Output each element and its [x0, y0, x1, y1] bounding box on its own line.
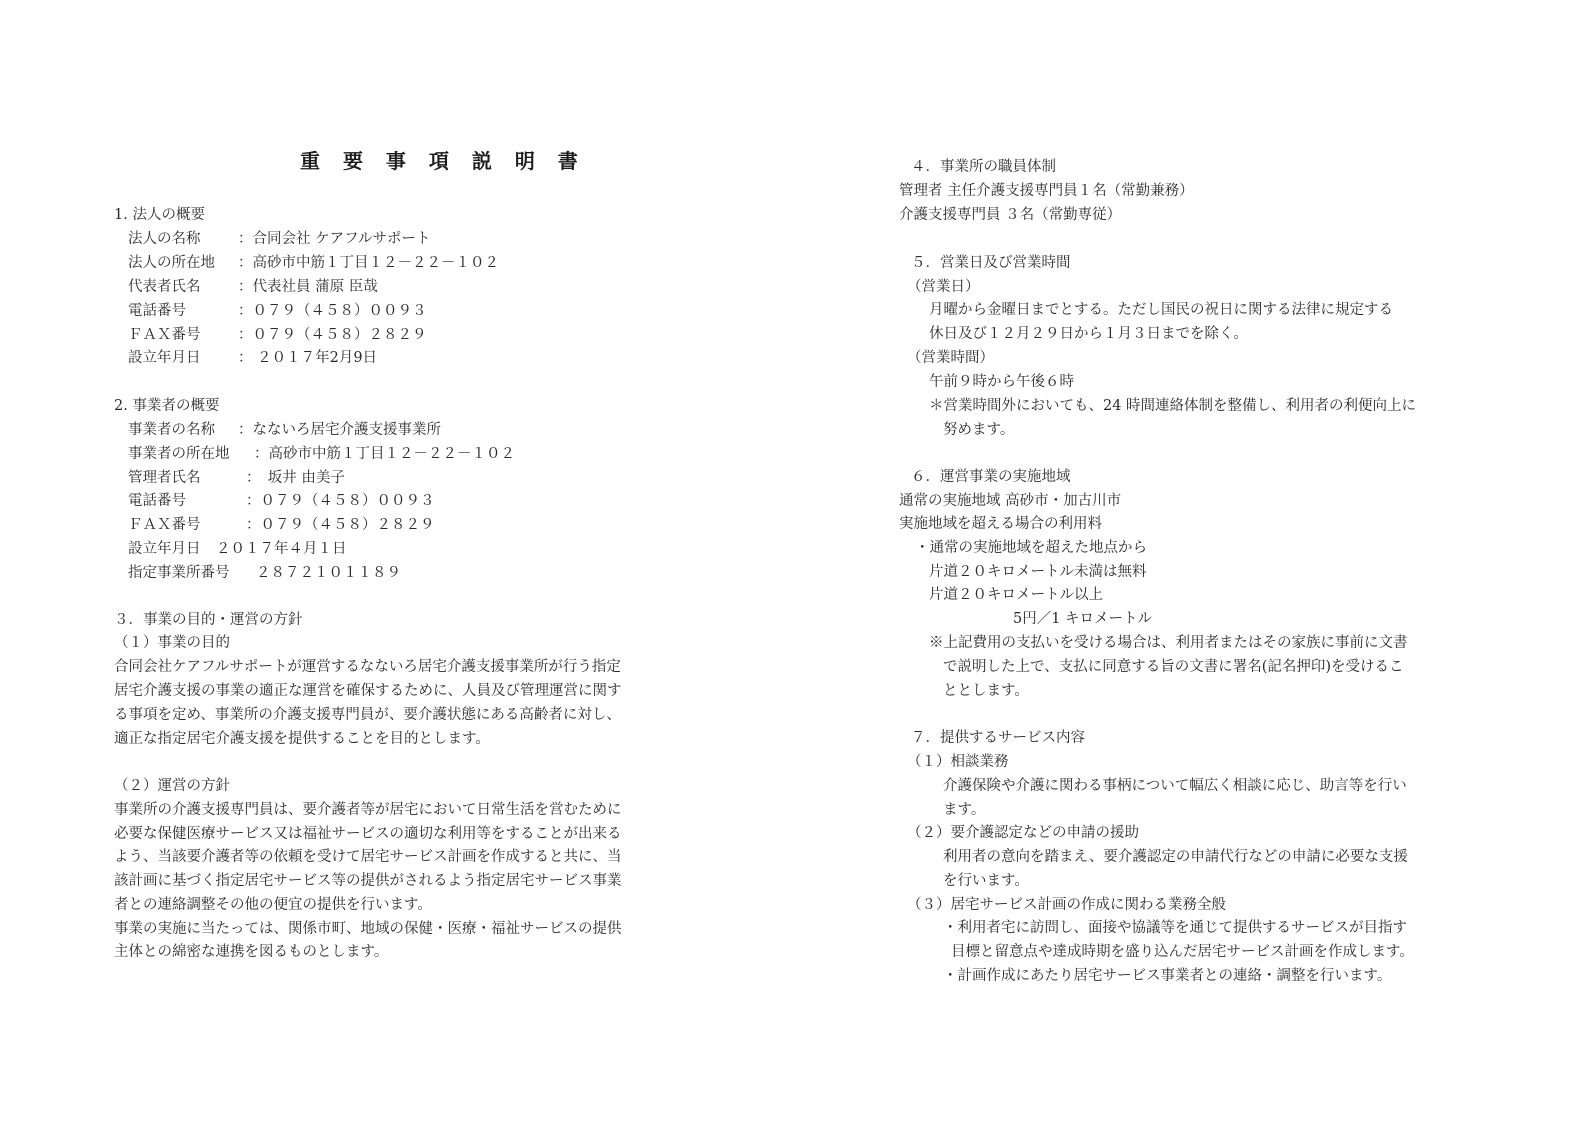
paragraph-line: 者との連絡調整その他の便宜の提供を行います。 [114, 897, 432, 913]
office-value: ：高砂市中筋１丁目１２－２２－１０２ [254, 446, 515, 462]
corp-value: ： ２０１７年2月9日 [238, 350, 378, 366]
office-row [128, 444, 515, 464]
paragraph-line: を行います。 [943, 873, 1029, 889]
paragraph-line: 必要な保健医療サービス又は福祉サービスの適切な利用等をすることが出来る [114, 826, 622, 842]
staff-line: 介護支援専門員 ３名（常勤専従） [899, 207, 1122, 223]
office-label: 事業者の名称 [128, 422, 215, 438]
corp-row [128, 229, 431, 249]
consultation-heading: （１）相談業務 [907, 754, 1009, 770]
office-label: 管理者氏名 [128, 470, 201, 486]
paragraph-line: ・計画作成にあたり居宅サービス事業者との連絡・調整を行います。 [943, 968, 1392, 984]
office-value: ２８７２１０１１８９ [256, 565, 401, 581]
corp-value: ：０７９（４５８）００９３ [238, 303, 427, 319]
section-1-heading: 1. 法人の概要 [114, 207, 205, 223]
section-6-heading: ６．運営事業の実施地域 [911, 469, 1071, 485]
fee-heading: 実施地域を超える場合の利用料 [899, 516, 1102, 532]
paragraph-line: 合同会社ケアフルサポートが運営するなないろ居宅介護支援事業所が行う指定 [114, 659, 621, 675]
section-5-heading: ５．営業日及び営業時間 [911, 255, 1071, 271]
office-value: ：０７９（４５８）００９３ [246, 493, 435, 509]
paragraph-line: 利用者の意向を踏まえ、要介護認定の申請代行などの申請に必要な支援 [943, 849, 1408, 865]
paragraph-line: 該計画に基づく指定居宅サービス等の提供がされるよう指定居宅サービス事業 [114, 873, 622, 889]
care-plan-heading: （３）居宅サービス計画の作成に関わる業務全般 [907, 897, 1226, 913]
office-label: 電話番号 [128, 493, 186, 509]
corp-label: 代表者氏名 [128, 279, 201, 295]
paragraph-line: る事項を定め、事業所の介護支援専門員が、要介護状態にある高齢者に対し、 [114, 707, 621, 723]
office-row [128, 515, 435, 535]
corp-label: 法人の所在地 [128, 255, 215, 271]
office-value: ： 坂井 由美子 [246, 470, 345, 486]
paragraph-line: 事業所の介護支援専門員は、要介護者等が居宅において日常生活を営むために [114, 802, 622, 818]
office-label: 設立年月日 [128, 541, 201, 557]
section-3-heading: ３．事業の目的・運営の方針 [114, 612, 303, 628]
staff-line: 管理者 主任介護支援専門員１名（常勤兼務） [899, 183, 1194, 199]
paragraph-line: 介護保険や介護に関わる事柄について幅広く相談に応じ、助言等を行い [943, 778, 1407, 794]
corp-row [128, 325, 427, 345]
corp-value: ：０７９（４５８）２８２９ [238, 327, 427, 343]
fee-line: 片道２０キロメートル以上 [929, 587, 1103, 603]
business-hours-line: 午前９時から午後６時 [929, 374, 1074, 390]
office-row [128, 491, 435, 511]
note-line: ととします。 [943, 683, 1029, 699]
paragraph-line: ます。 [943, 802, 986, 818]
document-title: 重 要 事 項 説 明 書 [300, 149, 586, 173]
office-label: ＦＡＸ番号 [128, 517, 201, 533]
business-hours-heading: （営業時間） [907, 350, 994, 366]
service-area-line: 通常の実施地域 高砂市・加古川市 [899, 493, 1122, 509]
paragraph-line: 主体との綿密な連携を図るものとします。 [114, 944, 389, 960]
corp-label: 設立年月日 [128, 350, 201, 366]
corp-value: ：代表社員 蒲原 臣哉 [238, 279, 378, 295]
corp-label: 電話番号 [128, 303, 186, 319]
corp-row [128, 253, 499, 273]
office-value: ：０７９（４５８）２８２９ [246, 517, 435, 533]
paragraph-line: 目標と留意点や達成時期を盛り込んだ居宅サービス計画を作成します。 [951, 944, 1414, 960]
paragraph-line: 適正な指定居宅介護支援を提供することを目的とします。 [114, 731, 490, 747]
section-2-heading: 2. 事業者の概要 [114, 398, 220, 414]
office-label: 事業者の所在地 [128, 446, 230, 462]
note-line: ※上記費用の支払いを受ける場合は、利用者またはその家族に事前に文書 [929, 635, 1408, 651]
purpose-heading: （１）事業の目的 [114, 635, 230, 651]
section-4-heading: ４．事業所の職員体制 [911, 159, 1056, 175]
corp-row [128, 277, 378, 297]
office-label: 指定事業所番号 [128, 565, 230, 581]
paragraph-line: 休日及び１２月２９日から１月３日までを除く。 [929, 326, 1248, 342]
office-row [128, 468, 345, 488]
paragraph-line: 居宅介護支援の事業の適正な運営を確保するために、人員及び管理運営に関す [114, 683, 622, 699]
application-support-heading: （２）要介護認定などの申請の援助 [907, 825, 1139, 841]
office-row [128, 539, 347, 559]
corp-row [128, 301, 427, 321]
corp-label: ＦＡＸ番号 [128, 327, 201, 343]
corp-row [128, 348, 377, 368]
note-line: で説明した上で、支払に同意する旨の文書に署名(記名押印)を受けるこ [943, 659, 1404, 675]
corp-label: 法人の名称 [128, 231, 201, 247]
fee-line: 片道２０キロメートル未満は無料 [929, 564, 1147, 580]
paragraph-line: よう、当該要介護者等の依頼を受けて居宅サービス計画を作成すると共に、当 [114, 849, 622, 865]
paragraph-line: ・利用者宅に訪問し、面接や協議等を通じて提供するサービスが目指す [943, 920, 1407, 936]
office-value: ２０１７年４月１日 [216, 541, 347, 557]
fee-rate: 5円／1 キロメートル [1013, 611, 1153, 627]
fee-bullet: ・通常の実施地域を超えた地点から [915, 540, 1147, 556]
corp-value: ：高砂市中筋１丁目１２－２２－１０２ [238, 255, 499, 271]
paragraph-line: 事業の実施に当たっては、関係市町、地域の保健・医療・福祉サービスの提供 [114, 921, 622, 937]
office-row [128, 420, 441, 440]
office-row [128, 563, 401, 583]
corp-value: ：合同会社 ケアフルサポート [238, 231, 431, 247]
business-days-heading: （営業日） [907, 279, 980, 295]
office-value: ：なないろ居宅介護支援事業所 [238, 422, 441, 438]
note-line: ＊営業時間外においても、24 時間連絡体制を整備し、利用者の利便向上に [929, 398, 1417, 414]
policy-heading: （２）運営の方針 [114, 778, 230, 794]
section-7-heading: ７．提供するサービス内容 [911, 730, 1085, 746]
note-line: 努めます。 [943, 422, 1015, 438]
paragraph-line: 月曜から金曜日までとする。ただし国民の祝日に関する法律に規定する [929, 302, 1393, 318]
